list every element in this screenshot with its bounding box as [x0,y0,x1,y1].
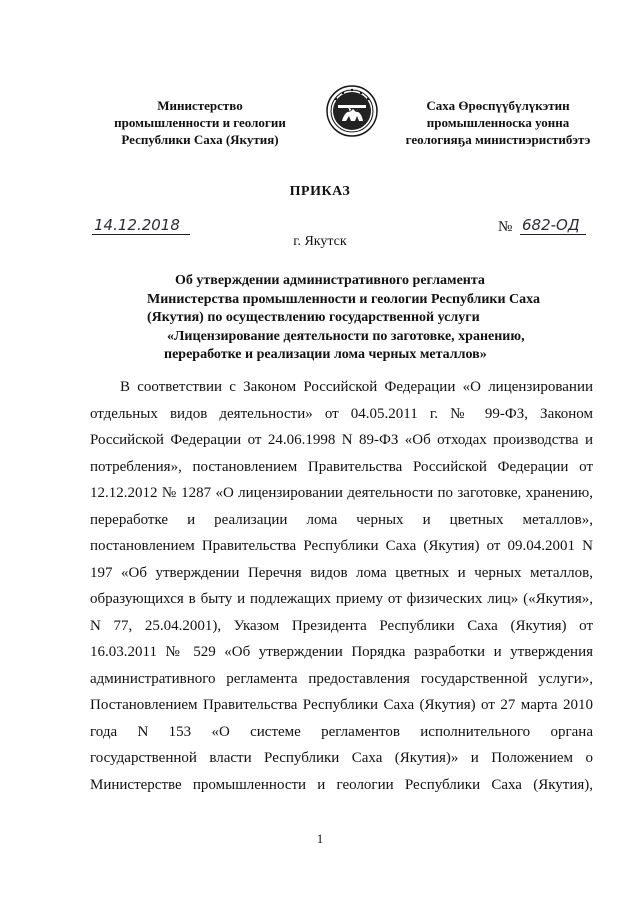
city-line: г. Якутск [293,234,347,249]
paragraph-line: государственной власти Республики Саха (Якутия)» и Положением о [90,750,593,766]
document-type-heading: ПРИКАЗ [289,184,351,199]
paragraph-line: 197 «Об утверждении Перечня видов лома цветных и черных металлов, [90,564,593,581]
ministry-name-russian [100,97,300,148]
title-line: (Якутия) по осуществлению государственной услуги [147,310,480,325]
paragraph-line: образующихся в быту и подлежащих приему от физических лиц» («Якутия», [90,591,593,607]
coat-of-arms-emblem-icon [326,85,378,137]
paragraph-line: отдельных видов деятельности» от 04.05.2011 г. № 99-ФЗ, Законом [90,405,593,422]
paragraph-line: В соответствии с Законом Российской Федерации «О лицензировании [120,379,593,395]
header-right-line: Саха Өрөспүүбүлүкэтин [426,98,570,113]
number-sign: № [498,219,513,235]
header-left-line: промышленности и геологии [114,115,286,130]
header-left-line: Министерство [157,98,243,113]
paragraph-line: N 77, 25.04.2001), Указом Президента Республики Саха (Якутия) от [90,617,593,634]
header-left-line: Республики Саха (Якутия) [121,132,279,147]
handwritten-date: 14.12.2018 [92,216,190,235]
paragraph-line: Министерстве промышленности и геологии Республики Саха (Якутия), [90,776,593,793]
paragraph-line: года N 153 «О системе регламентов исполнительного органа [90,723,593,740]
header-right-line: промышленноска уонна [426,115,570,130]
ministry-name-yakut [398,97,598,148]
title-line: Об утверждении административного регламента [175,273,485,288]
title-line: Министерства промышленности и геологии Республики Саха [147,291,540,307]
paragraph-line: 12.12.2012 № 1287 «О лицензировании деятельности по заготовке, хранению, [90,485,593,501]
order-title [140,272,560,365]
page-number: 1 [316,831,324,846]
paragraph-line: постановлением Правительства Республики Саха (Якутия) от 09.04.2001 N [90,538,593,554]
paragraph-line: 16.03.2011 № 529 «Об утверждении Порядка разработки и утверждения [90,644,593,660]
handwritten-order-number: 682-ОД [520,216,586,235]
title-line: переработке и реализации лома черных металлов» [164,347,487,362]
paragraph-line: Российской Федерации от 24.06.1998 N 89-ФЗ «Об отходах производства и [90,432,593,448]
preamble-paragraph [90,374,593,798]
paragraph-line: переработке и реализации лома черных и цветных металлов», [90,511,593,528]
paragraph-line: Постановлением Правительства Республики Саха (Якутия) от 27 марта 2010 [90,697,593,713]
paragraph-line: административного регламента предоставления государственной услуги», [90,670,593,687]
header-right-line: геологияҕа министиэристибэтэ [405,132,591,147]
title-line: «Лицензирование деятельности по заготовке, хранению, [167,328,525,344]
paragraph-line: потребления», постановлением Правительства Российской Федерации от [90,458,593,475]
